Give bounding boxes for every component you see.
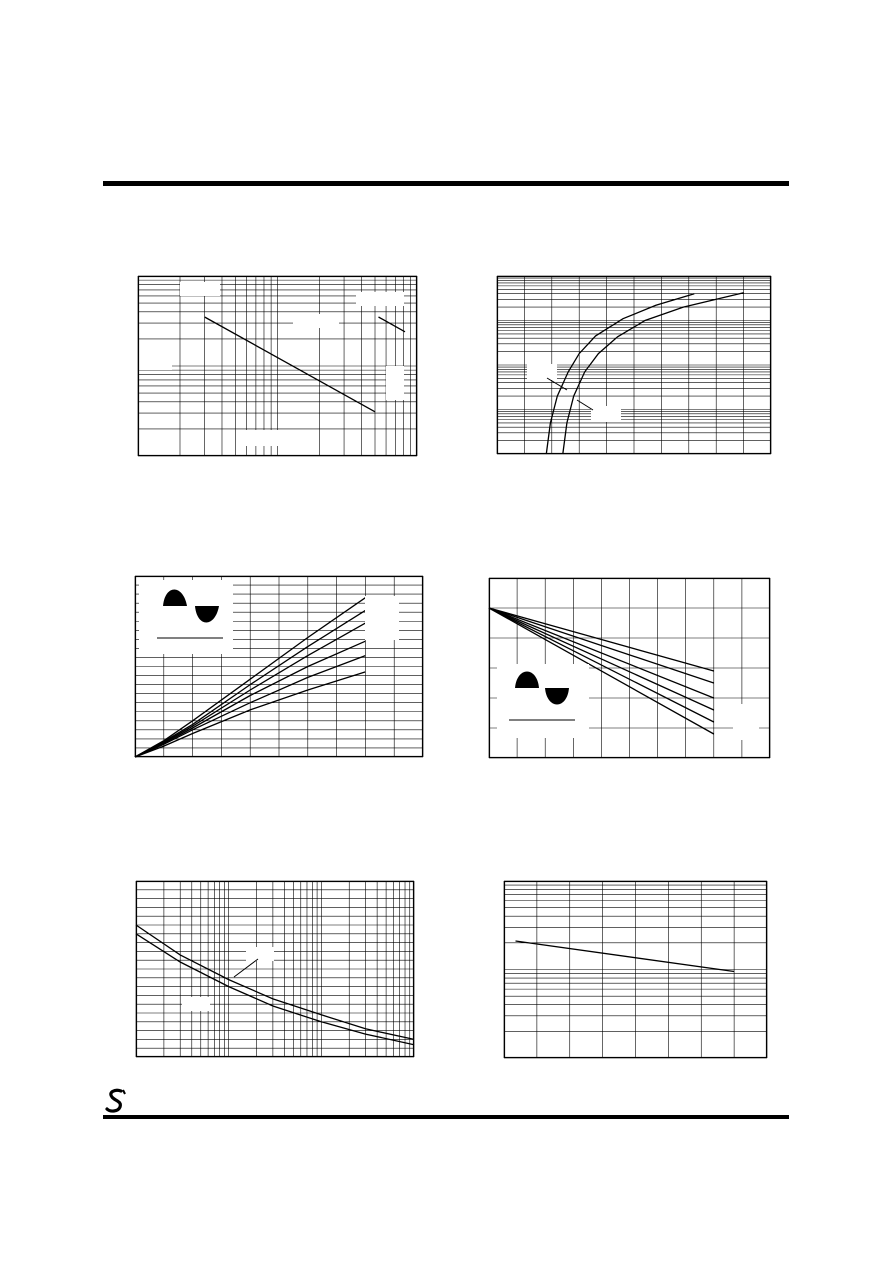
label-mask [246, 947, 274, 961]
chart-4 [489, 578, 770, 758]
label-mask [386, 366, 404, 400]
label-mask [138, 348, 172, 370]
company-logo-icon [104, 1088, 128, 1114]
waveform-inset-mask [139, 580, 233, 654]
label-mask [182, 997, 210, 1011]
label-mask [243, 430, 291, 446]
series-line-2 [379, 317, 406, 332]
series-line-1 [136, 925, 414, 1039]
waveform-inset-mask [497, 664, 589, 738]
series-line-2 [136, 934, 414, 1045]
header-rule [103, 181, 789, 186]
annotation-arrow [234, 959, 258, 977]
chart-2 [497, 276, 771, 454]
label-mask [356, 292, 404, 306]
label-mask [527, 364, 557, 380]
chart-grid [504, 881, 767, 1058]
label-mask [180, 282, 220, 296]
label-mask [293, 314, 339, 328]
footer-rule [103, 1115, 789, 1119]
chart-5 [136, 881, 414, 1057]
label-mask [733, 704, 759, 740]
series-line-1 [546, 294, 694, 454]
chart-3 [135, 576, 423, 757]
series-line-1 [205, 317, 375, 412]
label-mask [365, 596, 399, 640]
chart-6 [504, 881, 767, 1058]
label-mask [591, 406, 621, 422]
chart-1 [138, 276, 417, 456]
